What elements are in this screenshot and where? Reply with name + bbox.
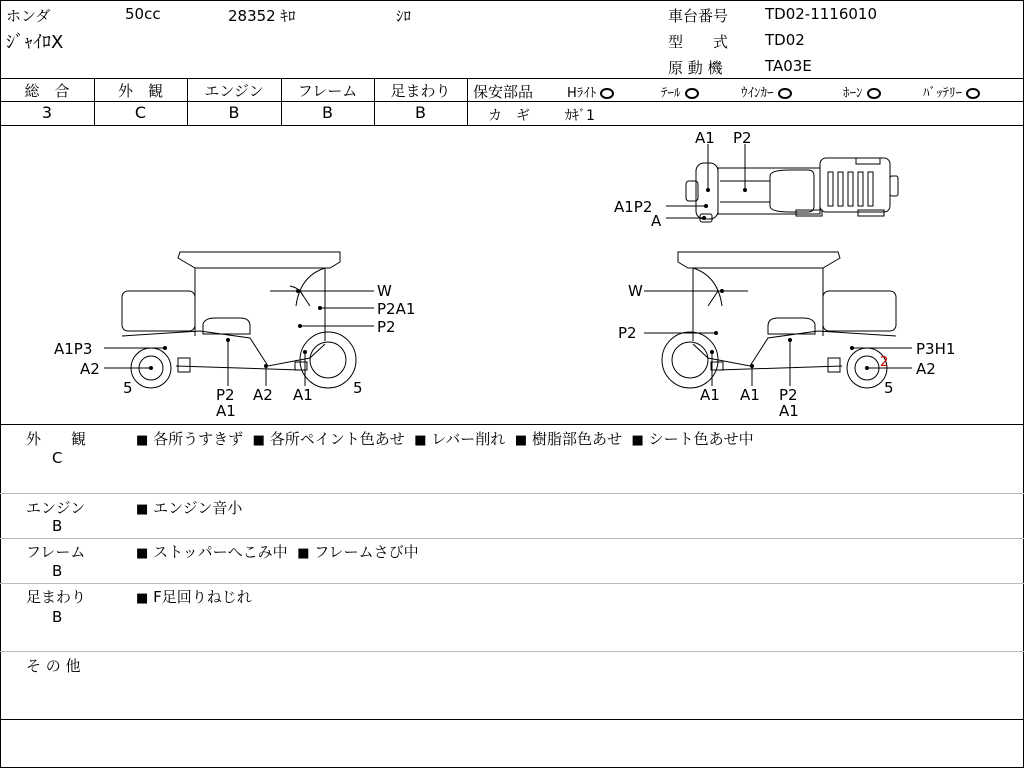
- color: ｼﾛ: [396, 7, 412, 25]
- type-label: 型 式: [668, 33, 729, 51]
- label: W: [628, 282, 643, 300]
- remark-grade-exterior: C: [52, 449, 63, 467]
- key-value: ｶｷﾞ1: [565, 108, 595, 124]
- remark-label-other: そ の 他: [26, 657, 81, 675]
- label: P2: [779, 386, 798, 404]
- label: A: [651, 212, 662, 230]
- label-red: 2: [880, 355, 889, 370]
- remark-items-frame: ■ ストッパーへこみ中 ■ フレームさび中: [136, 543, 419, 561]
- ok-circle-icon: [966, 88, 980, 99]
- label: A1: [293, 386, 313, 404]
- label: A1P2: [614, 198, 653, 216]
- label: P2: [733, 129, 752, 147]
- remark-label-suspension: 足まわり: [26, 588, 87, 606]
- exterior-label: 外 観: [117, 82, 163, 100]
- mileage: 28352 ｷﾛ: [228, 7, 296, 25]
- safety-horn: ﾎｰﾝ: [843, 82, 881, 101]
- exterior-grade: C: [134, 103, 147, 122]
- label: A1: [779, 402, 799, 420]
- label: A1: [216, 402, 236, 420]
- label: A1: [695, 129, 715, 147]
- safety-winker: ｳｲﾝｶｰ: [741, 82, 792, 101]
- remark-items-exterior: ■ 各所うすきず ■ 各所ペイント色あせ ■ レバー削れ ■ 樹脂部色あせ ■ シート色あせ中: [136, 430, 754, 448]
- frame-label: フレーム: [297, 82, 358, 100]
- label: P2A1: [377, 300, 416, 318]
- remark-grade-suspension: B: [52, 608, 63, 626]
- label: A1: [740, 386, 760, 404]
- overall-grade: 3: [41, 103, 53, 122]
- engine-label: エンジン: [204, 82, 264, 100]
- remark-grade-frame: B: [52, 562, 63, 580]
- frame-grade: B: [322, 103, 333, 122]
- label: P2: [216, 386, 235, 404]
- remark-items-engine: ■ エンジン音小: [136, 499, 243, 517]
- label: A2: [253, 386, 273, 404]
- diagram-bottom: [0, 424, 1024, 425]
- safety-label: 保安部品: [473, 83, 534, 101]
- damage-dots: [149, 188, 869, 370]
- frame-no: TD02-1116010: [765, 5, 878, 23]
- label: 5: [123, 379, 133, 397]
- left-side-scooter: [122, 252, 356, 388]
- safety-battery: ﾊﾞｯﾃﾘｰ: [923, 82, 980, 101]
- type-value: TD02: [765, 31, 805, 49]
- ok-circle-icon: [778, 88, 792, 99]
- overall-label: 総 合: [24, 82, 70, 100]
- ok-circle-icon: [867, 88, 881, 99]
- displacement: 50cc: [125, 5, 161, 23]
- top-view-scooter: [686, 158, 898, 222]
- damage-diagram: [0, 126, 1024, 424]
- ok-circle-icon: [685, 88, 699, 99]
- ok-circle-icon: [600, 88, 614, 99]
- leader-lines: [104, 144, 912, 386]
- suspension-grade: B: [415, 103, 426, 122]
- label: A2: [916, 360, 936, 378]
- remark-items-suspension: ■ F足回りねじれ: [136, 588, 252, 606]
- grade-table-top: [0, 78, 1024, 79]
- label: 5: [353, 379, 363, 397]
- remark-label-engine: エンジン: [26, 499, 86, 517]
- label: A1: [700, 386, 720, 404]
- frame-no-label: 車台番号: [668, 7, 729, 25]
- label: P2: [618, 324, 637, 342]
- label: P2: [377, 318, 396, 336]
- remark-label-frame: フレーム: [26, 543, 86, 561]
- remark-label-exterior: 外 観: [26, 430, 87, 448]
- maker: ホンダ: [6, 7, 51, 25]
- label: A2: [80, 360, 100, 378]
- model-name: ｼﾞｬｲﾛX: [6, 32, 64, 53]
- remark-grade-engine: B: [52, 517, 63, 535]
- label: 5: [884, 379, 894, 397]
- engine-grade: B: [228, 103, 240, 122]
- engine-model: TA03E: [765, 57, 812, 75]
- engine-model-label: 原 動 機: [668, 59, 723, 77]
- safety-tail: ﾃｰﾙ: [661, 82, 699, 101]
- label: W: [377, 282, 392, 300]
- label: A1P3: [54, 340, 93, 358]
- label: P3H1: [916, 340, 956, 358]
- key-label: カ ギ: [488, 108, 530, 124]
- safety-headlight: Hﾗｲﾄ: [567, 82, 614, 101]
- right-side-scooter: [662, 252, 896, 388]
- suspension-label: 足まわり: [390, 82, 451, 100]
